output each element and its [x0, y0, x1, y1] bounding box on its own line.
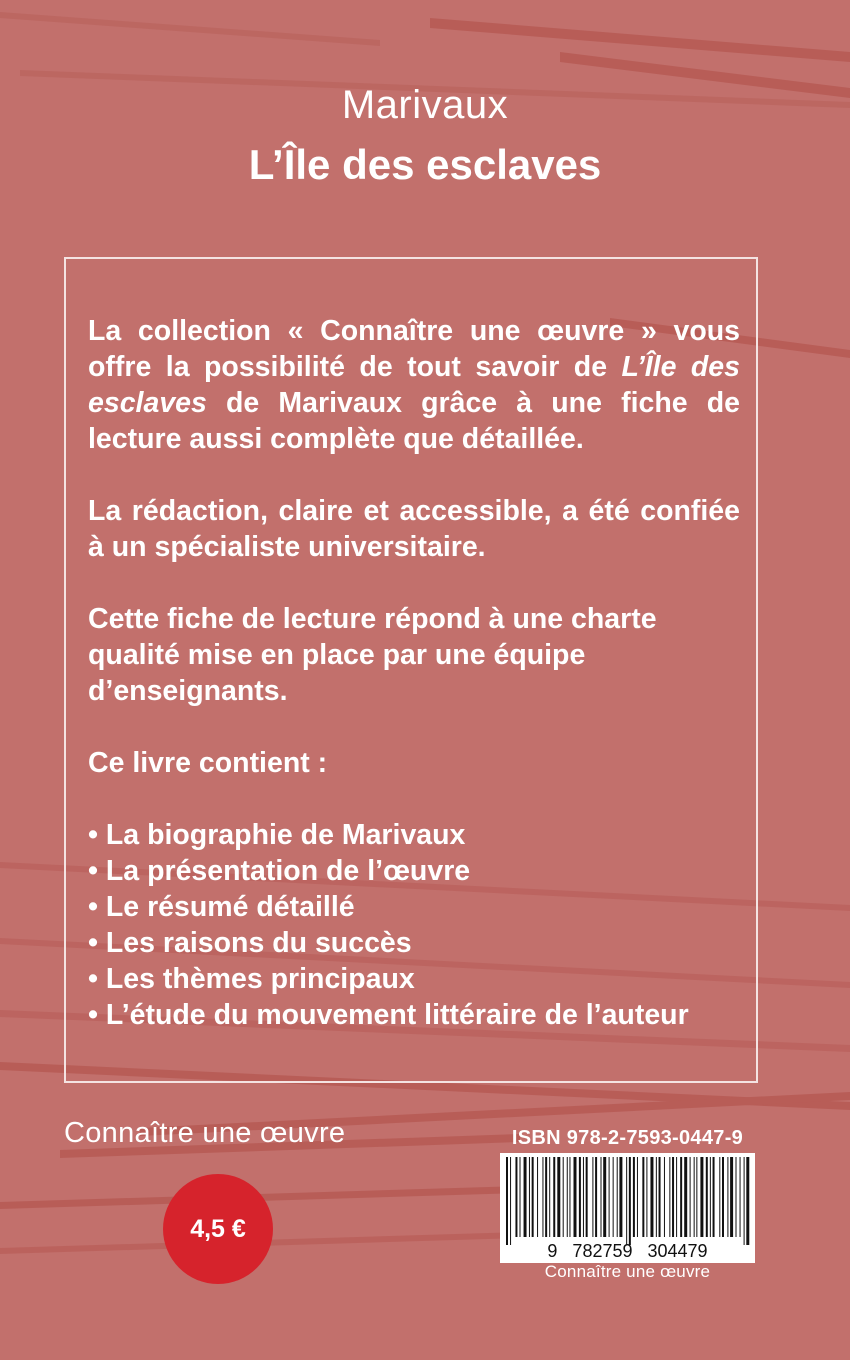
- barcode-bar: [629, 1157, 631, 1245]
- barcode-bar: [656, 1157, 657, 1237]
- barcode-bar: [676, 1157, 677, 1237]
- collection-name: Connaître une œuvre: [64, 1117, 346, 1149]
- barcode-bar: [637, 1157, 638, 1237]
- barcode-bar: [633, 1157, 635, 1237]
- blurb-paragraph-charte: Cette fiche de lecture répond à une charte qualité mise en place par une équipe d’enseignants.: [88, 603, 657, 707]
- barcode-bar: [672, 1157, 674, 1237]
- barcode-bar: [567, 1157, 568, 1237]
- list-item: • La biographie de Marivaux: [88, 819, 466, 851]
- barcode-bar: [669, 1157, 670, 1237]
- blurb-paragraph-redaction: La rédaction, claire et accessible, a été confiée à un spécialiste universitaire.: [88, 495, 740, 563]
- barcode-bar: [529, 1157, 530, 1237]
- barcode-bar: [557, 1157, 560, 1237]
- barcode-bar: [592, 1157, 593, 1237]
- barcode-bar: [545, 1157, 547, 1237]
- barcode-bar: [549, 1157, 550, 1237]
- barcode-bar: [563, 1157, 564, 1237]
- blurb-title-italic: L’Île des esclaves: [88, 351, 740, 419]
- blurb-text: de Marivaux grâce à une fiche de lecture aussi complète que détaillée.: [88, 387, 740, 455]
- barcode-bar: [700, 1157, 703, 1237]
- barcode-bar: [664, 1157, 665, 1237]
- list-item: • L’étude du mouvement littéraire de l’auteur: [88, 999, 689, 1031]
- barcode-bar: [579, 1157, 581, 1237]
- barcode-bar: [542, 1157, 543, 1237]
- blurb: [88, 313, 740, 1033]
- barcode-digits: 9 782759 304479: [547, 1241, 708, 1261]
- barcode-bar: [537, 1157, 538, 1237]
- price-label: 4,5 €: [190, 1214, 246, 1243]
- barcode-bar: [684, 1157, 687, 1237]
- list-item: • Les thèmes principaux: [88, 963, 415, 995]
- barcode-graphic: [500, 1153, 755, 1263]
- list-item: • Le résumé détaillé: [88, 891, 355, 923]
- barcode: [500, 1153, 755, 1263]
- author-name: Marivaux: [341, 83, 509, 127]
- barcode-bar: [696, 1157, 697, 1237]
- barcode-bar: [730, 1157, 733, 1237]
- barcode-bar: [694, 1157, 695, 1237]
- barcode-bar: [574, 1157, 577, 1237]
- barcode-bar: [595, 1157, 597, 1237]
- barcode-bar: [727, 1157, 728, 1237]
- barcode-caption: Connaître une œuvre: [544, 1262, 711, 1281]
- barcode-bar: [626, 1157, 627, 1245]
- barcode-bar: [603, 1157, 606, 1237]
- price-badge: [163, 1174, 273, 1284]
- barcode-bar: [740, 1157, 741, 1237]
- blurb-paragraph-collection: [88, 313, 740, 457]
- barcode-bar: [619, 1157, 622, 1237]
- list-item: • Les raisons du succès: [88, 927, 412, 959]
- barcode-bar: [642, 1157, 644, 1237]
- barcode-bar: [613, 1157, 614, 1237]
- barcode-bar: [617, 1157, 618, 1237]
- barcode-bar: [609, 1157, 610, 1237]
- barcode-bar: [601, 1157, 602, 1237]
- contents-list: [88, 817, 740, 1033]
- barcode-bar: [659, 1157, 661, 1237]
- barcode-bar: [744, 1157, 745, 1245]
- barcode-bar: [706, 1157, 708, 1237]
- barcode-bar: [746, 1157, 749, 1245]
- barcode-bar: [722, 1157, 724, 1237]
- barcode-bar: [586, 1157, 588, 1237]
- barcode-bar: [713, 1157, 715, 1237]
- barcode-bar: [510, 1157, 511, 1245]
- isbn-label: ISBN 978-2-7593-0447-9: [511, 1127, 744, 1149]
- barcode-bar: [719, 1157, 720, 1237]
- barcode-bar: [553, 1157, 555, 1237]
- barcode-bar: [532, 1157, 534, 1237]
- list-item: • La présentation de l’œuvre: [88, 855, 471, 887]
- barcode-bar: [646, 1157, 647, 1237]
- barcode-bar: [569, 1157, 570, 1237]
- barcode-bar: [524, 1157, 527, 1237]
- barcode-bar: [506, 1157, 508, 1245]
- barcode-bar: [736, 1157, 737, 1237]
- blurb-text: La collection « Connaître une œuvre » vous offre la possibilité de tout savoir de: [88, 315, 740, 383]
- contents-heading: Ce livre contient :: [88, 747, 328, 779]
- barcode-bar: [650, 1157, 653, 1237]
- barcode-bar: [690, 1157, 691, 1237]
- barcode-bar: [680, 1157, 682, 1237]
- barcode-bar: [710, 1157, 711, 1237]
- book-title: L’Île des esclaves: [248, 141, 602, 188]
- barcode-bar: [515, 1157, 517, 1237]
- barcode-bar: [520, 1157, 521, 1237]
- barcode-bar: [583, 1157, 584, 1237]
